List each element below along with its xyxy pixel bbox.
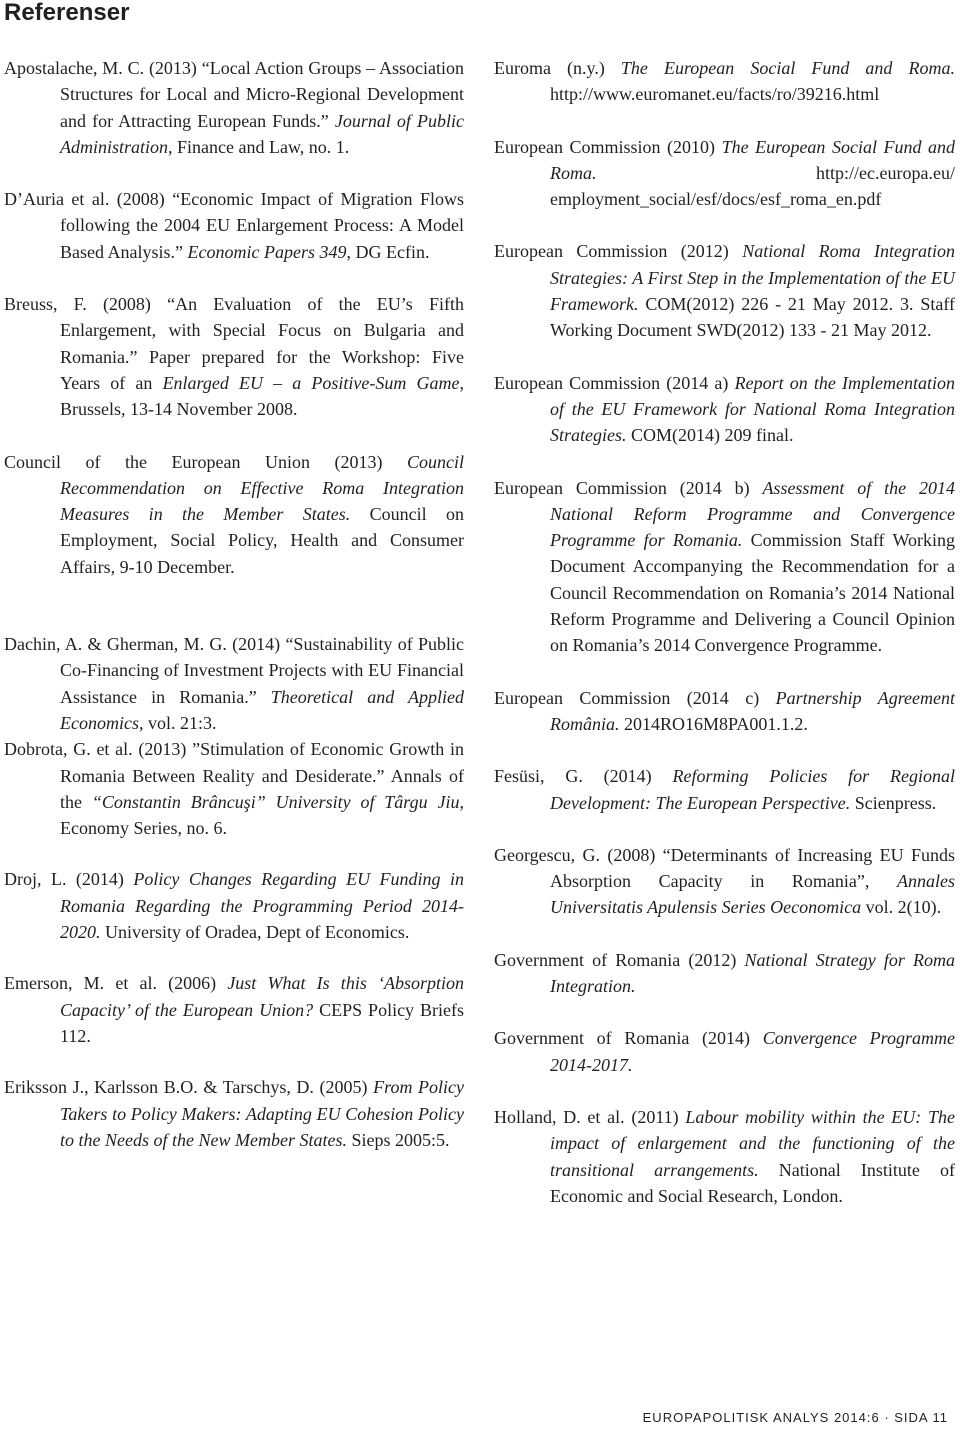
page-footer: EUROPAPOLITISK ANALYS 2014:6 · SIDA 11 bbox=[642, 1410, 948, 1425]
reference-title-italic: Reforming Policies for Regional Development: The European Perspective. bbox=[550, 766, 955, 813]
reference-entry bbox=[4, 449, 464, 580]
reference-title-italic: Economic Papers 349 bbox=[187, 241, 347, 262]
reference-text: , vol. 21:3. bbox=[138, 712, 217, 733]
reference-entry bbox=[494, 947, 955, 1000]
reference-text: European Commission (2014 b) bbox=[494, 477, 763, 498]
page-heading: Referenser bbox=[4, 0, 130, 26]
reference-text: Eriksson J., Karlsson B.O. & Tarschys, D. (2005) bbox=[4, 1077, 374, 1098]
reference-entry bbox=[494, 1104, 955, 1209]
reference-text: , Finance and Law, no. 1. bbox=[168, 136, 350, 157]
reference-text: Sieps 2005:5. bbox=[346, 1129, 450, 1150]
reference-entry bbox=[4, 736, 464, 841]
reference-title-italic: From Policy Takers to Policy Makers: Adapting EU Cohesion Policy to the Needs of the New Member States. bbox=[60, 1077, 465, 1150]
reference-text: Council of the European Union (2013) bbox=[4, 451, 407, 472]
references-column-right bbox=[494, 55, 955, 1209]
reference-title-italic: Journal of Public Administration bbox=[60, 110, 465, 157]
reference-text: http://ec.europa.eu/ employment_social/esf/docs/esf_roma_en.pdf bbox=[550, 162, 955, 210]
reference-entry bbox=[4, 186, 464, 265]
reference-title-italic: Partnership Agreement România. bbox=[550, 687, 955, 734]
reference-title-italic: National Strategy for Roma Integration. bbox=[550, 949, 955, 997]
reference-text: COM(2014) 209 final. bbox=[626, 425, 794, 446]
reference-entry bbox=[4, 291, 464, 422]
reference-title-italic: Enlarged EU – a Positive-Sum Game bbox=[162, 372, 460, 393]
reference-text: University of Oradea, Dept of Economics. bbox=[100, 922, 410, 943]
reference-text: Holland, D. et al. (2011) bbox=[494, 1106, 686, 1127]
reference-text: COM(2012) 226 - 21 May 2012. 3. Staff Working Document SWD(2012) 133 - 21 May 2012. bbox=[550, 294, 955, 341]
reference-text: , Economy Series, no. 6. bbox=[60, 791, 464, 839]
reference-text: Fesüsi, G. (2014) bbox=[494, 766, 673, 787]
reference-text: , Brussels, 13-14 November 2008. bbox=[60, 372, 464, 420]
reference-text: CEPS Policy Briefs 112. bbox=[60, 999, 464, 1046]
reference-entry bbox=[494, 763, 955, 816]
reference-text: Droj, L. (2014) bbox=[4, 869, 134, 890]
reference-text: , DG Ecfin. bbox=[346, 241, 430, 262]
reference-text: Georgescu, G. (2008) “Determinants of Increasing EU Funds Absorption Capacity in Romania”, bbox=[494, 844, 955, 892]
reference-text: Commission Staff Working Document Accompanying the Recommendation for a Council Recommendation on Romania’s 2014 National Reform Programme and Delivering a Council Opinion on Romania’s 2014 Convergence Programme. bbox=[550, 530, 956, 656]
reference-text: European Commission (2012) bbox=[494, 241, 743, 262]
reference-text: Apostalache, M. C. (2013) “Local Action Groups – Association Structures for Local and Micro-Regional Development and for Attracting European Funds.” bbox=[4, 58, 464, 131]
reference-text: Government of Romania (2014) bbox=[494, 1028, 763, 1049]
reference-title-italic: Policy Changes Regarding EU Funding in Romania Regarding the Programming Period 2014-2020. bbox=[60, 869, 464, 943]
reference-title-italic: Convergence Programme 2014-2017. bbox=[550, 1028, 955, 1075]
reference-text: Dachin, A. & Gherman, M. G. (2014) “Sustainability of Public Co-Financing of Investment Projects with EU Financial Assistance in Romania.” bbox=[4, 634, 464, 707]
reference-entry bbox=[4, 631, 464, 736]
references-column-left bbox=[4, 55, 464, 1153]
reference-entry bbox=[4, 866, 464, 945]
reference-text: Scienpress. bbox=[850, 792, 937, 813]
reference-title-italic: The European Social Fund and Roma. bbox=[550, 136, 956, 183]
reference-text: Euroma (n.y.) bbox=[494, 58, 621, 78]
reference-text: Emerson, M. et al. (2006) bbox=[4, 973, 228, 994]
reference-text: European Commission (2014 a) bbox=[494, 372, 735, 393]
reference-entry bbox=[4, 55, 464, 160]
reference-entry bbox=[494, 370, 955, 449]
reference-text: 2014RO16M8PA001.1.2. bbox=[619, 713, 808, 734]
reference-title-italic: The European Social Fund and Roma. bbox=[620, 58, 955, 78]
reference-title-italic: Assessment of the 2014 National Reform Programme and Convergence Programme for Romania. bbox=[550, 477, 956, 551]
reference-title-italic: “Constantin Brâncuşi” University of Târgu Jiu bbox=[91, 791, 460, 812]
reference-title-italic: Report on the Implementation of the EU Framework for National Roma Integration Strategies. bbox=[550, 372, 955, 446]
reference-title-italic: Just What Is this ‘Absorption Capacity’ of the European Union? bbox=[60, 973, 464, 1020]
reference-entry bbox=[494, 1025, 955, 1078]
reference-text: vol. 2(10). bbox=[861, 897, 942, 918]
reference-text: European Commission (2010) bbox=[494, 136, 722, 157]
reference-text: Breuss, F. (2008) “An Evaluation of the EU’s Fifth Enlargement, with Special Focus on Bulgaria and Romania.” Paper prepared for the Workshop: Five Years of an bbox=[4, 294, 464, 393]
reference-entry bbox=[4, 970, 464, 1049]
reference-text: European Commission (2014 c) bbox=[494, 687, 776, 708]
reference-text: National Institute of Economic and Social Research, London. bbox=[550, 1159, 955, 1206]
reference-text: Dobrota, G. et al. (2013) ”Stimulation of Economic Growth in Romania Between Reality and Desiderate.” Annals of the bbox=[4, 739, 464, 812]
reference-title-italic: Theoretical and Applied Economics bbox=[60, 686, 464, 733]
reference-title-italic: Labour mobility within the EU: The impact of enlargement and the functioning of the transitional arrangements. bbox=[550, 1106, 956, 1180]
reference-entry bbox=[494, 238, 955, 343]
reference-title-italic: National Roma Integration Strategies: A First Step in the Implementation of the EU Framework. bbox=[550, 241, 955, 315]
reference-entry bbox=[4, 1074, 464, 1153]
reference-title-italic: Annales Universitatis Apulensis Series Oeconomica bbox=[550, 871, 955, 918]
reference-entry bbox=[494, 842, 955, 921]
reference-entry bbox=[494, 475, 955, 659]
reference-text: http://www.euromanet.eu/facts/ro/39216.html bbox=[550, 84, 880, 105]
reference-title-italic: Council Recommendation on Effective Roma Integration Measures in the Member States. bbox=[60, 451, 464, 525]
reference-text: D’Auria et al. (2008) “Economic Impact of Migration Flows following the 2004 EU Enlargement Process: A Model Based Analysis.” bbox=[4, 189, 464, 262]
reference-text: Government of Romania (2012) bbox=[494, 949, 745, 970]
reference-entry bbox=[494, 134, 955, 213]
reference-text: Council on Employment, Social Policy, Health and Consumer Affairs, 9-10 December. bbox=[60, 504, 464, 577]
reference-entry bbox=[494, 55, 955, 108]
reference-entry bbox=[494, 685, 955, 738]
